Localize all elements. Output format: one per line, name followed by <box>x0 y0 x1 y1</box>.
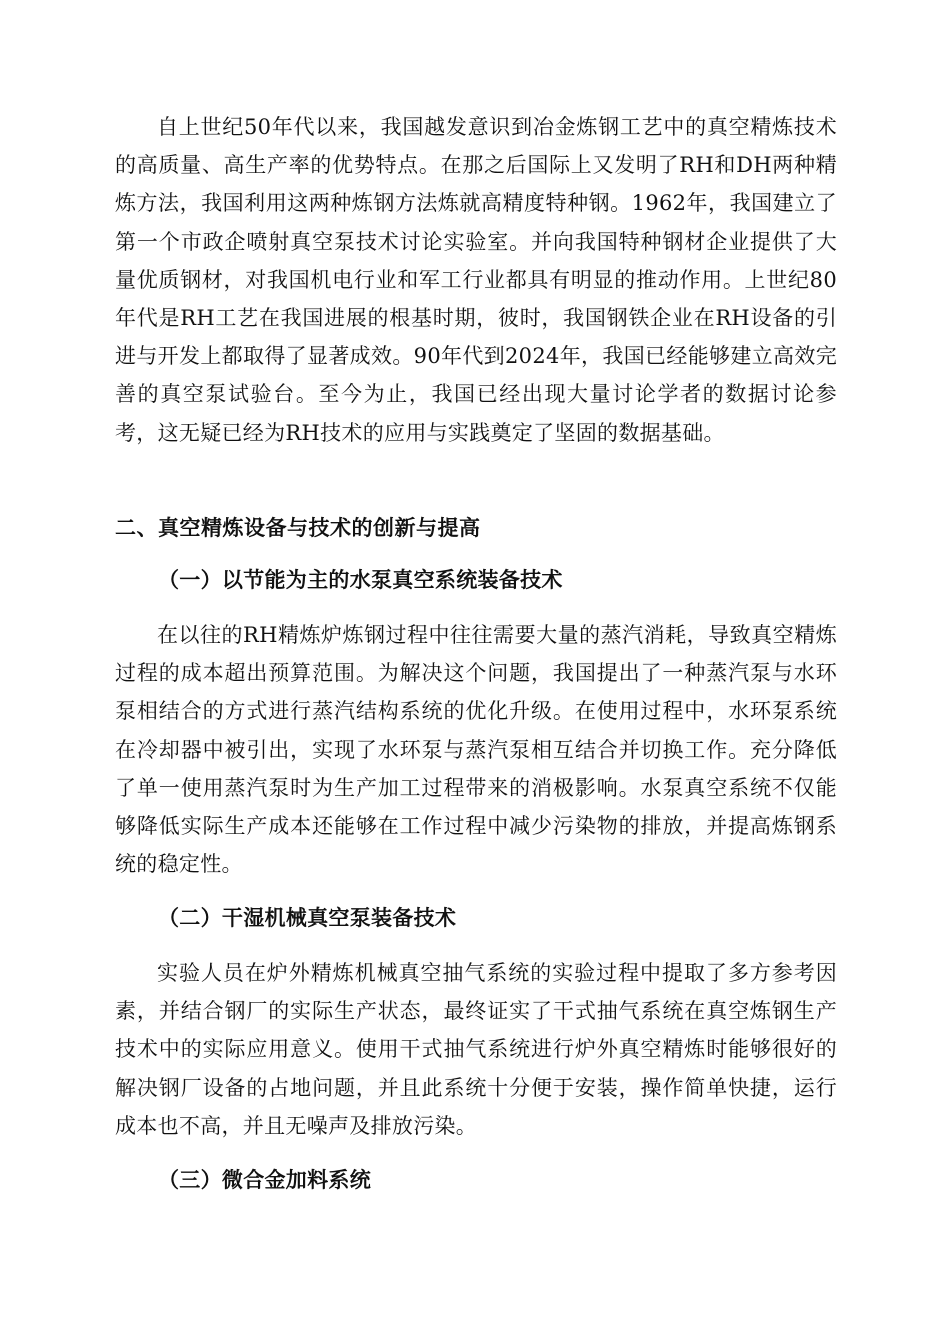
intro-paragraph: 自上世纪50年代以来，我国越发意识到冶金炼钢工艺中的真空精炼技术的高质量、高生产率的优势特点。在那之后国际上又发明了RH和DH两种精炼方法，我国利用这两种炼钢方法炼就高精度特种钢。1962年，我国建立了第一个市政企喷射真空泵技术讨论实验室。并向我国特种钢材企业提供了大量优质钢材，对我国机电行业和军工行业都具有明显的推动作用。上世纪80年代是RH工艺在我国进展的根基时期，彼时，我国钢铁企业在RH设备的引进与开发上都取得了显著成效。90年代到2024年，我国已经能够建立高效完善的真空泵试验台。至今为止，我国已经出现大量讨论学者的数据讨论参考，这无疑已经为RH技术的应用与实践奠定了坚固的数据基础。 <box>115 115 837 445</box>
subsection-1-paragraph: 在以往的RH精炼炉炼钢过程中往往需要大量的蒸汽消耗，导致真空精炼过程的成本超出预算范围。为解决这个问题，我国提出了一种蒸汽泵与水环泵相结合的方式进行蒸汽结构系统的优化升级。在使用过程中，水环泵系统在冷却器中被引出，实现了水环泵与蒸汽泵相互结合并切换工作。充分降低了单一使用蒸汽泵时为生产加工过程带来的消极影响。水泵真空系统不仅能够降低实际生产成本还能够在工作过程中减少污染物的排放，并提高炼钢系统的稳定性。 <box>115 623 837 877</box>
subsection-3-heading: （三）微合金加料系统 <box>158 1167 371 1192</box>
subsection-1-heading: （一）以节能为主的水泵真空系统装备技术 <box>158 567 563 592</box>
subsection-2-paragraph: 实验人员在炉外精炼机械真空抽气系统的实验过程中提取了多方参考因素，并结合钢厂的实际生产状态，最终证实了干式抽气系统在真空炼钢生产技术中的实际应用意义。使用干式抽气系统进行炉外真空精炼时能够很好的解决钢厂设备的占地问题，并且此系统十分便于安装，操作简单快捷，运行成本也不高，并且无噪声及排放污染。 <box>115 961 837 1138</box>
subsection-2-heading: （二）干湿机械真空泵装备技术 <box>158 905 457 930</box>
section-heading: 二、真空精炼设备与技术的创新与提高 <box>115 515 481 540</box>
